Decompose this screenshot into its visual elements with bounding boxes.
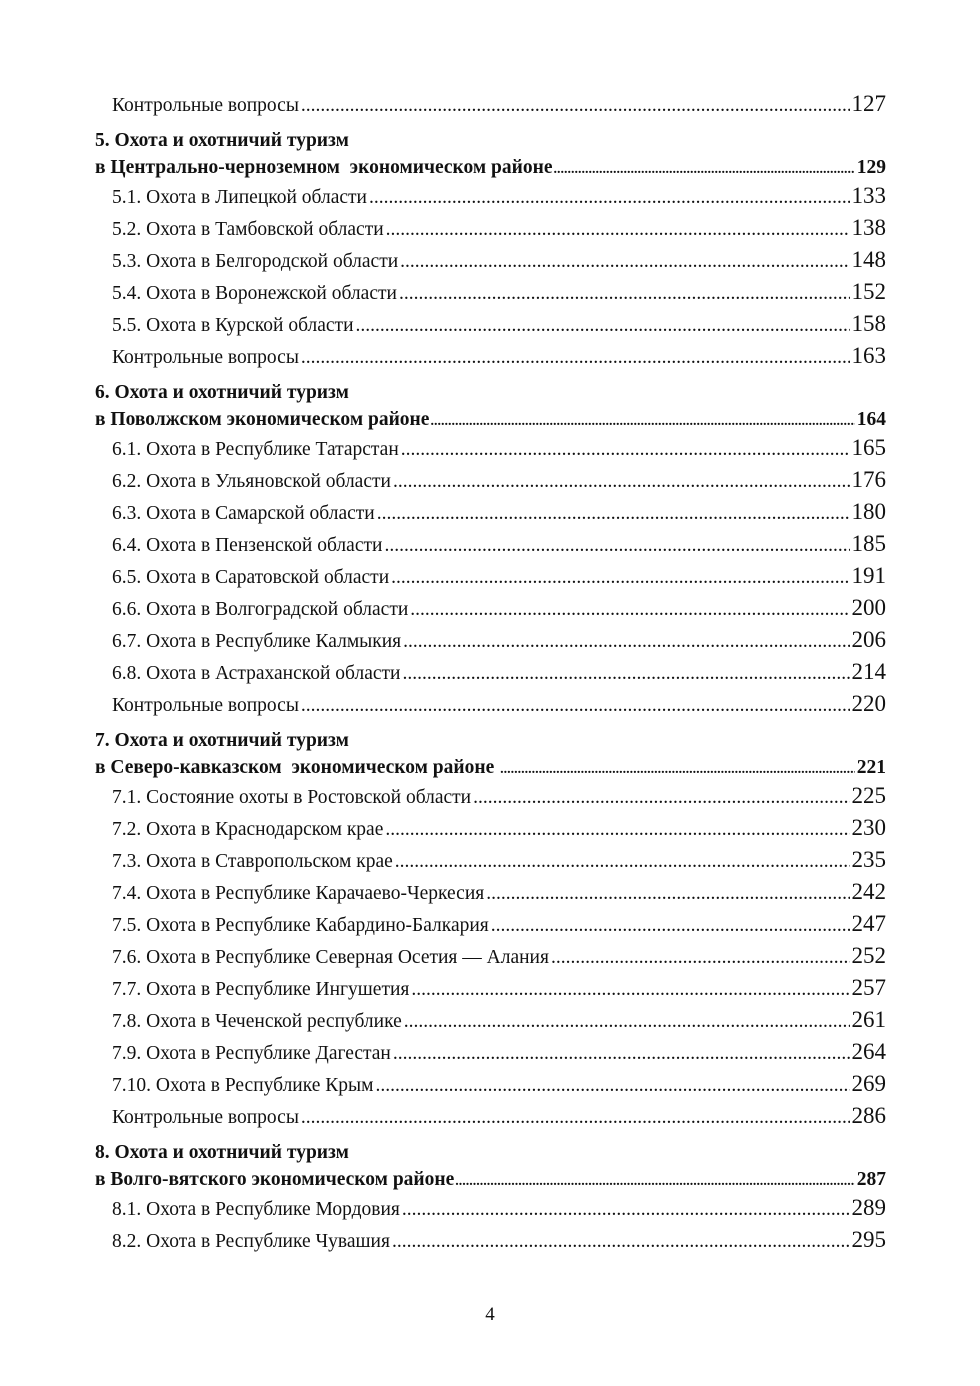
dot-leader xyxy=(491,915,850,937)
toc-entry-label: 7.7. Охота в Республике Ингушетия xyxy=(112,979,410,1000)
toc-entry-label: 6.4. Охота в Пензенской области xyxy=(112,535,383,556)
toc-entry[interactable] xyxy=(95,563,886,595)
toc-entry-page: 152 xyxy=(851,279,886,304)
chapter-heading[interactable] xyxy=(95,127,886,181)
dot-leader xyxy=(301,347,850,369)
toc-entry[interactable] xyxy=(95,691,886,723)
toc-entry-label: 6.1. Охота в Республике Татарстан xyxy=(112,439,399,460)
dot-leader xyxy=(375,1075,849,1097)
toc-entry-page: 214 xyxy=(851,659,886,684)
toc-entry[interactable] xyxy=(95,343,886,375)
dot-leader xyxy=(369,187,850,209)
dot-leader xyxy=(395,851,850,873)
toc-entry-page: 269 xyxy=(851,1071,886,1096)
toc-entry-label: 5.1. Охота в Липецкой области xyxy=(112,187,367,208)
toc-entry-label: 6.3. Охота в Самарской области xyxy=(112,503,375,524)
toc-entry-label: 6.8. Охота в Астраханской области xyxy=(112,663,401,684)
dot-leader xyxy=(386,219,850,241)
dot-leader xyxy=(301,1107,850,1129)
toc-entry-page: 286 xyxy=(851,1103,886,1128)
dot-leader xyxy=(411,979,849,1001)
toc-entry-page: 242 xyxy=(851,879,886,904)
toc-entry-label: Контрольные вопросы xyxy=(112,347,299,368)
dot-leader xyxy=(301,695,850,717)
dot-leader xyxy=(301,95,850,117)
dot-leader xyxy=(430,408,854,435)
toc-entry-page: 148 xyxy=(851,247,886,272)
toc-entry[interactable] xyxy=(95,467,886,499)
toc-entry-page: 295 xyxy=(851,1227,886,1252)
toc-entry-label: 6.7. Охота в Республике Калмыкия xyxy=(112,631,402,652)
toc-entry-label: 7.3. Охота в Ставропольском крае xyxy=(112,851,393,872)
chapter-title-line2 xyxy=(95,406,886,433)
toc-entry[interactable] xyxy=(95,1039,886,1071)
dot-leader xyxy=(392,1231,850,1253)
toc-entry-page: 180 xyxy=(851,499,886,524)
dot-leader xyxy=(554,156,855,183)
toc-entry-label: 8.2. Охота в Республике Чувашия xyxy=(112,1231,390,1252)
toc-entry[interactable] xyxy=(95,943,886,975)
dot-leader xyxy=(356,315,850,337)
toc-entry-label: 7.2. Охота в Краснодарском крае xyxy=(112,819,384,840)
chapter-page: 287 xyxy=(856,1169,886,1190)
chapter-title-line1: 8. Охота и охотничий туризм xyxy=(95,1142,349,1163)
toc-entry-label: 5.5. Охота в Курской области xyxy=(112,315,354,336)
toc-entry[interactable] xyxy=(95,1227,886,1259)
chapter-title-line2 xyxy=(95,754,886,781)
chapter-title-line1: 5. Охота и охотничий туризм xyxy=(95,130,349,151)
toc-entry-label: 7.6. Охота в Республике Северная Осетия — Алания xyxy=(112,947,549,968)
toc-entry-page: 261 xyxy=(851,1007,886,1032)
dot-leader xyxy=(473,787,849,809)
toc-entry[interactable] xyxy=(95,183,886,215)
dot-leader xyxy=(384,535,849,557)
dot-leader xyxy=(385,819,849,841)
toc-entry-page: 257 xyxy=(851,975,886,1000)
toc-entry-page: 133 xyxy=(851,183,886,208)
chapter-title-label: в Волго-вятского экономическом районе xyxy=(95,1169,455,1190)
toc-entry-page: 127 xyxy=(851,91,886,116)
chapter-heading[interactable] xyxy=(95,727,886,781)
chapter-page: 221 xyxy=(856,757,886,778)
chapter-title-line2 xyxy=(95,154,886,181)
toc-entry[interactable] xyxy=(95,1007,886,1039)
chapter-page: 129 xyxy=(856,157,886,178)
toc-entry-page: 230 xyxy=(851,815,886,840)
chapter-title-label: в Северо-кавказском экономическом районе xyxy=(95,757,500,778)
dot-leader xyxy=(402,1199,850,1221)
toc-entry[interactable] xyxy=(95,247,886,279)
dot-leader xyxy=(403,631,849,653)
toc-entry[interactable] xyxy=(95,1195,886,1227)
toc-entry[interactable] xyxy=(95,595,886,627)
toc-entry[interactable] xyxy=(95,911,886,943)
chapter-title-label: в Центрально-черноземном экономическом районе xyxy=(95,157,553,178)
dot-leader xyxy=(391,567,849,589)
chapter-title-line2 xyxy=(95,1166,886,1193)
toc-entry[interactable] xyxy=(95,279,886,311)
toc-entry-label: 6.6. Охота в Волгоградской области xyxy=(112,599,409,620)
toc-entry[interactable] xyxy=(95,215,886,247)
toc-entry-page: 264 xyxy=(851,1039,886,1064)
dot-leader xyxy=(401,439,850,461)
table-of-contents xyxy=(95,91,886,1259)
chapter-page: 164 xyxy=(856,409,886,430)
toc-entry-label: Контрольные вопросы xyxy=(112,95,299,116)
toc-entry-page: 200 xyxy=(851,595,886,620)
chapter-title-line1: 7. Охота и охотничий туризм xyxy=(95,730,349,751)
toc-entry[interactable] xyxy=(95,627,886,659)
toc-entry[interactable] xyxy=(95,815,886,847)
toc-entry-label: 7.5. Охота в Республике Кабардино-Балкария xyxy=(112,915,489,936)
chapter-heading[interactable] xyxy=(95,379,886,433)
toc-entry-label: 6.2. Охота в Ульяновской области xyxy=(112,471,391,492)
dot-leader xyxy=(377,503,850,525)
dot-leader xyxy=(486,883,849,905)
toc-entry[interactable] xyxy=(95,659,886,691)
toc-entry-label: 7.10. Охота в Республике Крым xyxy=(112,1075,374,1096)
toc-entry[interactable] xyxy=(95,499,886,531)
toc-entry[interactable] xyxy=(95,975,886,1007)
page-number: 4 xyxy=(485,1304,495,1325)
dot-leader xyxy=(410,599,849,621)
dot-leader xyxy=(500,756,855,783)
chapter-title-label: в Поволжском экономическом районе xyxy=(95,409,430,430)
dot-leader xyxy=(399,283,850,305)
toc-entry[interactable] xyxy=(95,879,886,911)
toc-entry-page: 163 xyxy=(851,343,886,368)
toc-entry-label: 5.2. Охота в Тамбовской области xyxy=(112,219,384,240)
toc-entry[interactable] xyxy=(95,435,886,467)
toc-entry[interactable] xyxy=(95,531,886,563)
toc-entry-page: 176 xyxy=(851,467,886,492)
toc-entry[interactable] xyxy=(95,783,886,815)
toc-entry-page: 225 xyxy=(851,783,886,808)
toc-entry-label: 8.1. Охота в Республике Мордовия xyxy=(112,1199,400,1220)
chapter-list xyxy=(95,127,886,1259)
toc-entry-label: 7.4. Охота в Республике Карачаево-Черкесия xyxy=(112,883,485,904)
chapter-heading[interactable] xyxy=(95,1139,886,1193)
toc-entry[interactable] xyxy=(95,91,886,123)
toc-entry-label: 7.8. Охота в Чеченской республике xyxy=(112,1011,402,1032)
dot-leader xyxy=(551,947,850,969)
toc-entry[interactable] xyxy=(95,1071,886,1103)
dot-leader xyxy=(393,471,850,493)
toc-entry-label: Контрольные вопросы xyxy=(112,695,299,716)
toc-entry-label: 5.4. Охота в Воронежской области xyxy=(112,283,397,304)
toc-entry-label: 7.9. Охота в Республике Дагестан xyxy=(112,1043,391,1064)
toc-entry-page: 206 xyxy=(851,627,886,652)
toc-entry-page: 138 xyxy=(851,215,886,240)
toc-entry-label: Контрольные вопросы xyxy=(112,1107,299,1128)
toc-entry-page: 158 xyxy=(851,311,886,336)
toc-entry-page: 191 xyxy=(851,563,886,588)
toc-entry-page: 220 xyxy=(851,691,886,716)
dot-leader xyxy=(404,1011,850,1033)
toc-entry-label: 6.5. Охота в Саратовской области xyxy=(112,567,390,588)
dot-leader xyxy=(400,251,849,273)
toc-entry-label: 7.1. Состояние охоты в Ростовской области xyxy=(112,787,472,808)
toc-entry[interactable] xyxy=(95,847,886,879)
toc-entry-page: 185 xyxy=(851,531,886,556)
dot-leader xyxy=(393,1043,850,1065)
chapter-title-line1: 6. Охота и охотничий туризм xyxy=(95,382,349,403)
dot-leader xyxy=(455,1168,854,1195)
toc-entry[interactable] xyxy=(95,311,886,343)
toc-entry-page: 165 xyxy=(851,435,886,460)
toc-entry-page: 289 xyxy=(851,1195,886,1220)
toc-entry-page: 247 xyxy=(851,911,886,936)
toc-entry-page: 235 xyxy=(851,847,886,872)
toc-entry-label: 5.3. Охота в Белгородской области xyxy=(112,251,399,272)
toc-entry[interactable] xyxy=(95,1103,886,1135)
dot-leader xyxy=(402,663,849,685)
toc-entry-page: 252 xyxy=(851,943,886,968)
